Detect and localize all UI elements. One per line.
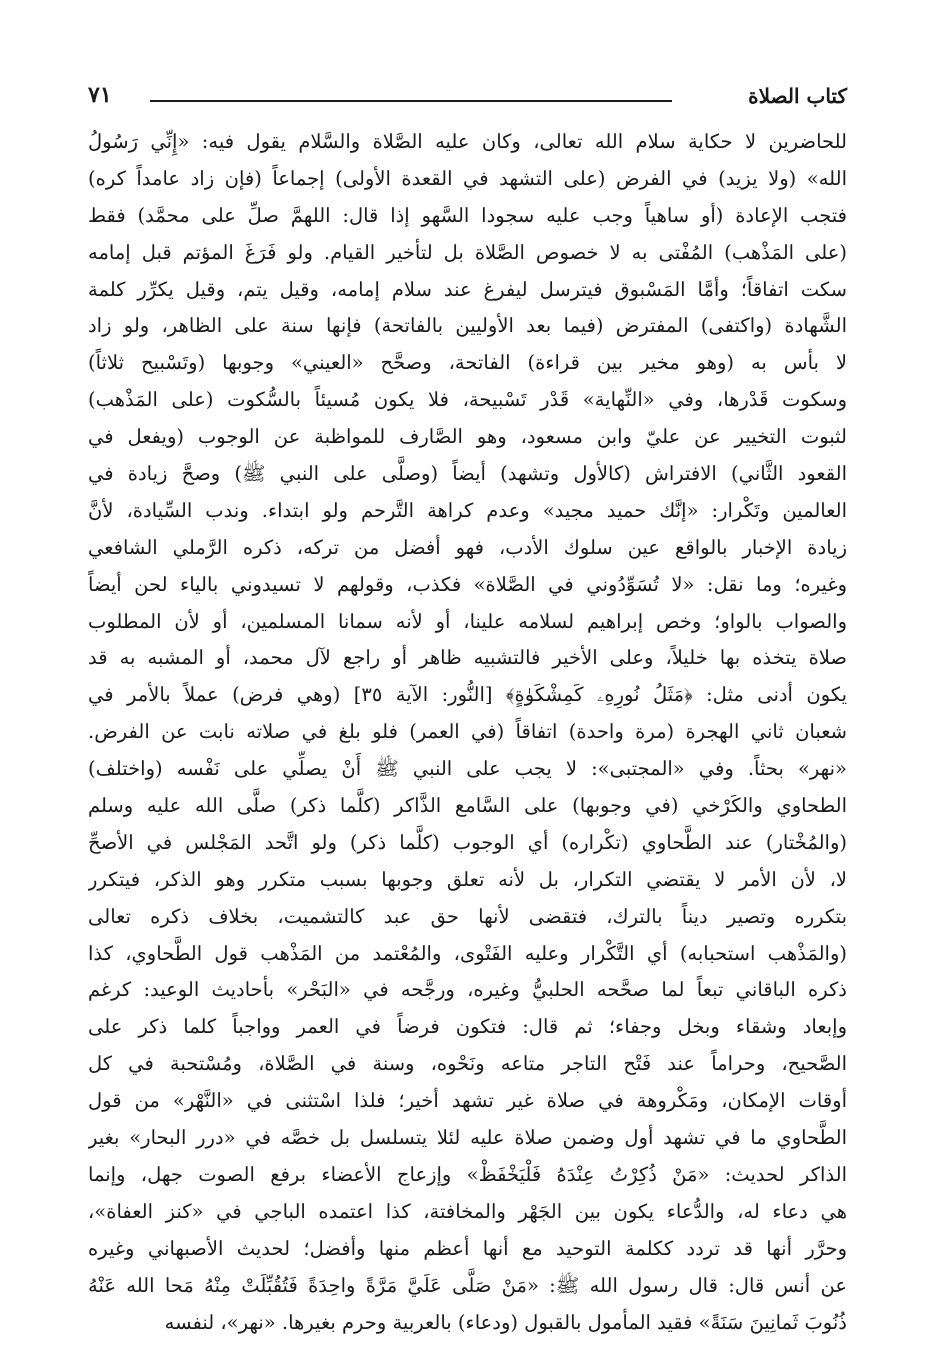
text-line: الذاكر لحديث: «مَنْ ذُكِرْتُ عِنْدَهُ فَلْيَخْفَظْ» وإزعاج الأعضاء برفع الصوت جهل، وإنما	[88, 1162, 847, 1186]
text-line: لا، لأن الأمر لا يقتضي التكرار، بل لأنه تعلق وجوبها بسبب متكرر وهو الذكر، فيتكرر	[88, 867, 847, 891]
text-line: فتجب الإعادة (أو ساهياً وجب عليه سجودا السَّهو إذا قال: اللهمَّ صلِّ على محمَّد) فقط	[88, 203, 847, 227]
text-line: وإبعاد وشقاء وبخل وجفاء؛ ثم قال: فتكون فرضاً في العمر وواجباً كلما ذكر على	[88, 1015, 847, 1039]
text-line: الطحاوي والكَرْخي (في وجوبها) على السَّامع الذَّاكر (كلَّما ذكر) صلَّى الله عليه وسلم	[88, 794, 847, 818]
text-line: ذكره الباقاني تبعاً لما صحَّحه الحلبيُّ وغيره، ورجَّحه في «البَحْر» بأحاديث الوعيد: كرغم	[88, 978, 847, 1002]
text-line: بتكرره وتصير ديناً بالترك، فتقضى لأنها حق عبد كالتشميت، بخلاف ذكره تعالى	[88, 904, 847, 928]
text-line: الله» (ولا يزيد) في الفرض (على التشهد في القعدة الأولى) إجماعاً (فإن زاد عامداً كره)	[88, 166, 847, 190]
text-line: ذُنُوبَ ثَمانِينَ سَنَةً» فقيد المأمول بالقبول (ودعاء) بالعربية وحرم بغيرها. «نهر»، لنفسه	[164, 1310, 847, 1334]
text-line: وسكوت قَدْرها، وفي «النِّهاية» قَدْر تَسْبيحة، فلا يكون مُسيئاً بالسُّكوت (على المَذْهب)	[88, 388, 847, 412]
text-line: (والمُخْتار) عند الطَّحاوي (تكْراره) أي الوجوب (كلَّما ذكر) ولو اتَّحد المَجْلس في الأصحِّ	[88, 830, 847, 854]
text-line: والصواب بالواو؛ وخص إبراهيم لسلامه علينا، أو لأنه سمانا المسلمين، أو لأن المطلوب	[88, 609, 847, 633]
header-title: كتاب الصلاة	[748, 84, 847, 108]
text-line: هي دعاء له، والدُّعاء يكون بين الجَهْر والمخافتة، كذا اعتمده الباجي في «كنز العفاة»،	[88, 1199, 847, 1223]
text-line: وغيره؛ وما نقل: «لا تُسَوِّدُوني في الصَّلاة» فكذب، وقولهم لا تسيدوني بالياء لحن أيضاً	[88, 572, 847, 596]
text-line: زيادة الإخبار بالواقع عين سلوك الأدب، فهو أفضل من تركه، ذكره الرَّملي الشافعي	[88, 535, 847, 559]
running-header	[88, 78, 847, 118]
text-line: (والمَذْهب استحبابه) أي التَّكْرار وعليه الفَتْوى، والمُعْتمد من المَذْهب قول الطَّحاوي، كذا	[88, 941, 847, 965]
text-line: الصَّحيح، وحراماً عند فَتْح التاجر متاعه ونَحْوه، وسنة في الصَّلاة، ومُسْتحبة في كل	[88, 1052, 847, 1076]
text-line: الشَّهادة (واكتفى) المفترض (فيما بعد الأوليين بالفاتحة) فإنها سنة على الظاهر، ولو زاد	[88, 314, 847, 338]
text-line: أوقات الإمكان، ومَكْروهة في صلاة غير تشهد أخير؛ فلذا اسْتثنى في «النَّهْر» من قول	[88, 1089, 847, 1113]
text-line: شعبان ثاني الهجرة (مرة واحدة) اتفاقاً (في العمر) فلو بلغ في صلاته نابت عن الفرض.	[88, 720, 847, 744]
text-line: القعود الثَّاني) الافتراش (كالأول وتشهد) أيضاً (وصلَّى على النبي ﷺ) وصحَّ زيادة في	[88, 462, 847, 486]
text-line: يكون أدنى مثل: ﴿مَثَلُ نُورِهِۦ كَمِشْكَوٰةٍ﴾ [النُّور: الآية ٣٥] (وهي فرض) عملاً بالأمر في	[88, 683, 847, 707]
text-line: لثبوت التخيير عن عليّ وابن مسعود، وهو الصَّارف للمواظبة عن الوجوب (ويفعل في	[88, 425, 847, 449]
page-number: ٧١	[88, 82, 112, 108]
text-line: سكت اتفاقاً؛ وأمَّا المَسْبوق فيترسل ليفرغ عند سلام إمامه، وقيل يتم، وقيل يكرِّر كلمة	[88, 277, 847, 301]
header-rule	[150, 100, 672, 102]
text-line: «نهر» بحثاً. وفي «المجتبى»: لا يجب على النبي ﷺ أَنْ يصلِّي على نَفْسه (واختلف)	[88, 757, 847, 781]
text-line: (على المَذْهب) المُفْتى به لا خصوص الصَّلاة بل لتأخير القيام. ولو فَرَغَ المؤتم قبل إمامه	[88, 240, 847, 264]
text-line: الطَّحاوي ما في تشهد أول وضمن صلاة عليه لئلا يتسلسل بل خصَّه في «درر البحار» بغير	[88, 1126, 847, 1150]
text-line: عن أنس قال: قال رسول الله ﷺ: «مَنْ صَلَّى عَلَيَّ مَرَّةً واحِدَةً فَتُقُبِّلَتْ مِنْهُ مَحا الله عَنْهُ	[88, 1273, 847, 1297]
text-line: لا بأس به (وهو مخير بين قراءة) الفاتحة، وصحَّح «العيني» وجوبها (وتَسْبيح ثلاثاً)	[88, 351, 847, 375]
text-line: للحاضرين لا حكاية سلام الله تعالى، وكان عليه الصَّلاة والسَّلام يقول فيه: «إِنِّي رَسُولُ	[88, 130, 847, 153]
text-line: صلاة يتخذه بها خليلاً، وعلى الأخير فالتشبيه ظاهر أو راجع لآل محمد، أو المشبه به قد	[88, 646, 847, 670]
body-text	[88, 124, 847, 1341]
text-line: وحرَّر أنها قد تردد ككلمة التوحيد مع أنها أعظم منها وأفضل؛ لحديث الأصبهاني وغيره	[88, 1236, 847, 1260]
text-line: العالمين وتَكْرار: «إنَّك حميد مجيد» وعدم كراهة التَّرحم ولو ابتداء. وندب السِّيادة، لأنَّ	[88, 498, 847, 522]
